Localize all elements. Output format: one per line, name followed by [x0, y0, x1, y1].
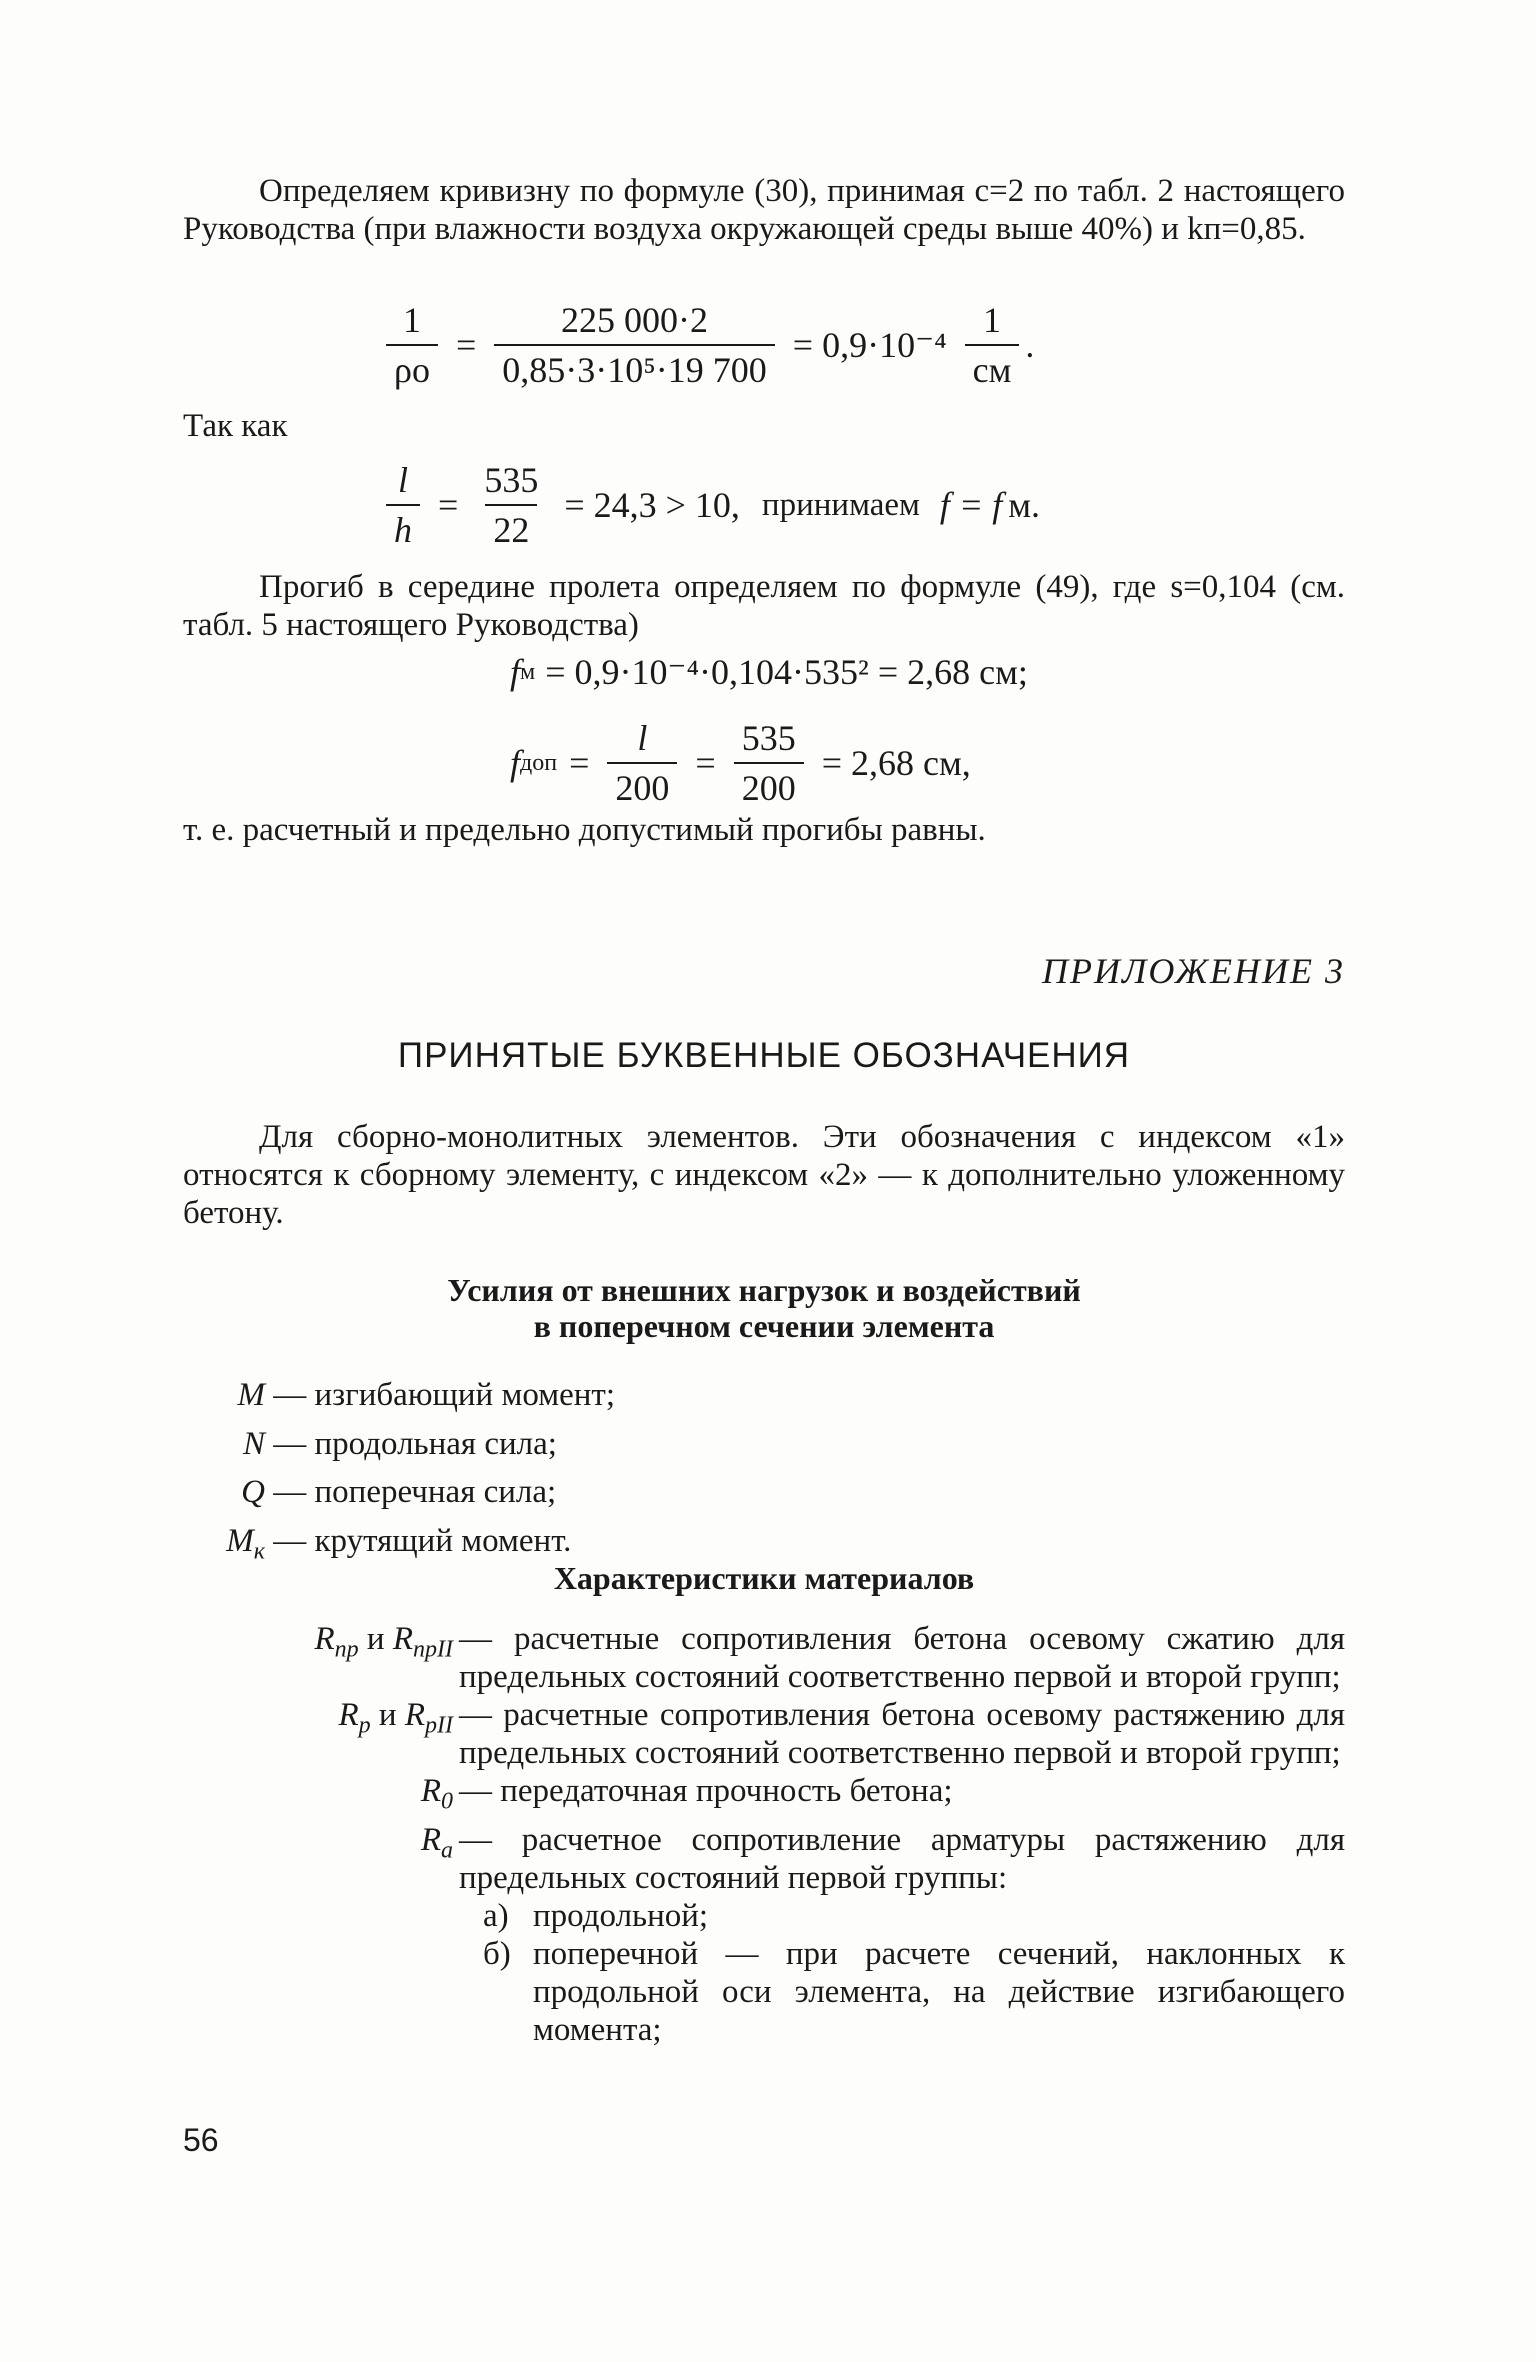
- fraction-numerator: 535: [484, 460, 539, 500]
- list-marker: а): [483, 1897, 509, 1934]
- forces-list: [183, 1376, 615, 1570]
- appendix-label: ПРИЛОЖЕНИЕ 3: [1042, 951, 1345, 991]
- list-item: [183, 1473, 615, 1522]
- list-item: [483, 1897, 1345, 1935]
- curvature-equation: [380, 300, 1034, 390]
- material-subscript: а: [441, 1837, 453, 1864]
- material-subscript: рII: [425, 1712, 453, 1739]
- list-item: [183, 1620, 1345, 1696]
- list-item: [183, 1772, 1345, 1821]
- so-as-label: Так как: [183, 408, 288, 444]
- materials-heading: Характеристики материалов: [553, 1560, 975, 1596]
- fraction-numerator: 225 000·2: [561, 300, 709, 340]
- span-ratio-equation: [380, 460, 1040, 550]
- list-text: поперечной — при расчете сечений, наклонных к продольной оси элемента, на действие изгибающего момента;: [533, 1935, 1345, 2048]
- equals-sign: =: [438, 485, 459, 525]
- curvature-mid-fraction: [494, 300, 775, 390]
- list-item: [183, 1696, 1345, 1772]
- fraction-numerator: 535: [741, 718, 796, 758]
- equation-period: .: [1025, 325, 1035, 365]
- material-symbol: R: [420, 1773, 441, 1809]
- material-symbol: R: [420, 1821, 441, 1858]
- material-description: — расчетные сопротивления бетона осевому сжатию для предельных состояний соответственно первой и второй групп;: [459, 1621, 1345, 1695]
- fraction-denominator: h: [386, 504, 420, 550]
- accept-label: принимаем: [761, 487, 920, 523]
- force-description: — продольная сила;: [273, 1425, 557, 1462]
- force-description: — крутящий момент.: [273, 1522, 572, 1559]
- span-ratio-result: = 24,3 > 10,: [564, 485, 740, 525]
- material-description: — расчетное сопротивление арматуры растяжению для предельных состояний первой группы:: [459, 1821, 1345, 1896]
- allowable-fraction-numeric: [734, 718, 804, 808]
- materials-list: [183, 1620, 1345, 2049]
- conjunction: и: [378, 1697, 397, 1733]
- material-symbol: R: [338, 1697, 359, 1733]
- force-symbol: M: [226, 1522, 254, 1559]
- intro-paragraph: Определяем кривизну по формуле (30), принимая c=2 по табл. 2 настоящего Руководства (при влажности воздуха окружающей среды выше 40%) и kп=0,85.: [183, 173, 1345, 247]
- force-symbol: N: [242, 1425, 265, 1462]
- material-subscript: пр: [334, 1636, 359, 1663]
- fraction-denominator: 22: [485, 504, 537, 550]
- fraction-denominator: 200: [607, 762, 677, 808]
- section-title: ПРИНЯТЫЕ БУКВЕННЫЕ ОБОЗНАЧЕНИЯ: [397, 1036, 1131, 1075]
- equals-sign: =: [695, 743, 716, 783]
- forces-heading-line-1: Усилия от внешних нагрузок и воздействий: [447, 1272, 1081, 1308]
- deflection-equation: [510, 652, 1028, 692]
- page-number: 56: [183, 2122, 219, 2158]
- material-subscript: 0: [441, 1788, 453, 1815]
- allowable-deflection-value: = 2,68 см,: [821, 743, 971, 783]
- list-item: [483, 1935, 1345, 2049]
- material-subscript: р: [358, 1712, 371, 1739]
- fraction-denominator: ρo: [386, 344, 438, 390]
- conjunction: и: [366, 1621, 385, 1657]
- fraction-denominator: см: [965, 344, 1020, 390]
- allowable-deflection-equation: [510, 718, 983, 808]
- span-ratio-fraction: [386, 460, 420, 550]
- fraction-denominator: 200: [734, 762, 804, 808]
- material-subscript: прII: [413, 1636, 453, 1663]
- forces-heading-line-2: в поперечном сечении элемента: [533, 1308, 995, 1344]
- forces-heading: [183, 1272, 1345, 1344]
- list-item: [183, 1425, 615, 1474]
- material-symbol: R: [404, 1697, 426, 1733]
- material-description: — расчетные сопротивления бетона осевому растяжению для предельных состояний соответственно первой и второй групп;: [459, 1697, 1345, 1771]
- list-text: продольной;: [533, 1897, 709, 1934]
- f-subscript: доп: [520, 750, 558, 776]
- equals-sign: =: [455, 325, 477, 365]
- material-description: — передаточная прочность бетона;: [459, 1773, 953, 1809]
- list-item: [183, 1376, 615, 1425]
- material-symbol: R: [314, 1621, 335, 1657]
- list-item: [183, 1821, 1345, 1897]
- list-marker: б): [483, 1935, 511, 1972]
- f-subscript: м.: [1008, 485, 1040, 525]
- allowable-fraction-symbolic: [607, 718, 677, 808]
- span-ratio-numeric-fraction: [476, 460, 546, 550]
- rebar-sublist: [483, 1897, 1345, 2049]
- conclusion-text: т. е. расчетный и предельно допустимый прогибы равны.: [183, 812, 986, 848]
- deflection-value: = 0,9·10⁻⁴·0,104·535² = 2,68 см;: [545, 652, 1028, 692]
- curvature-unit-fraction: [965, 300, 1020, 390]
- f-subscript: м: [520, 659, 536, 685]
- f-symbol: f: [510, 652, 521, 692]
- curvature-lhs-fraction: [386, 300, 438, 390]
- force-symbol: M: [237, 1377, 265, 1413]
- section-intro: Для сборно-монолитных элементов. Эти обозначения с индексом «1» относятся к сборному элементу, с индексом «2» — к дополнительно уложенному бетону.: [183, 1119, 1345, 1231]
- deflection-paragraph: Прогиб в середине пролета определяем по формуле (49), где s=0,104 (см. табл. 5 настоящего Руководства): [183, 569, 1345, 643]
- f-expression: f = f: [939, 485, 1003, 525]
- material-symbol: R: [392, 1621, 414, 1657]
- curvature-result: = 0,9·10⁻⁴: [792, 325, 947, 365]
- fraction-numerator: 1: [983, 300, 1002, 340]
- f-symbol: f: [510, 743, 521, 783]
- fraction-denominator: 0,85·3·10⁵·19 700: [494, 344, 775, 390]
- force-subscript: к: [253, 1538, 265, 1565]
- equals-sign: =: [569, 743, 590, 783]
- fraction-numerator: l: [397, 460, 408, 500]
- fraction-numerator: l: [637, 718, 648, 758]
- fraction-numerator: 1: [402, 300, 421, 340]
- force-symbol: Q: [241, 1474, 265, 1511]
- force-description: — изгибающий момент;: [273, 1377, 615, 1413]
- force-description: — поперечная сила;: [273, 1474, 557, 1511]
